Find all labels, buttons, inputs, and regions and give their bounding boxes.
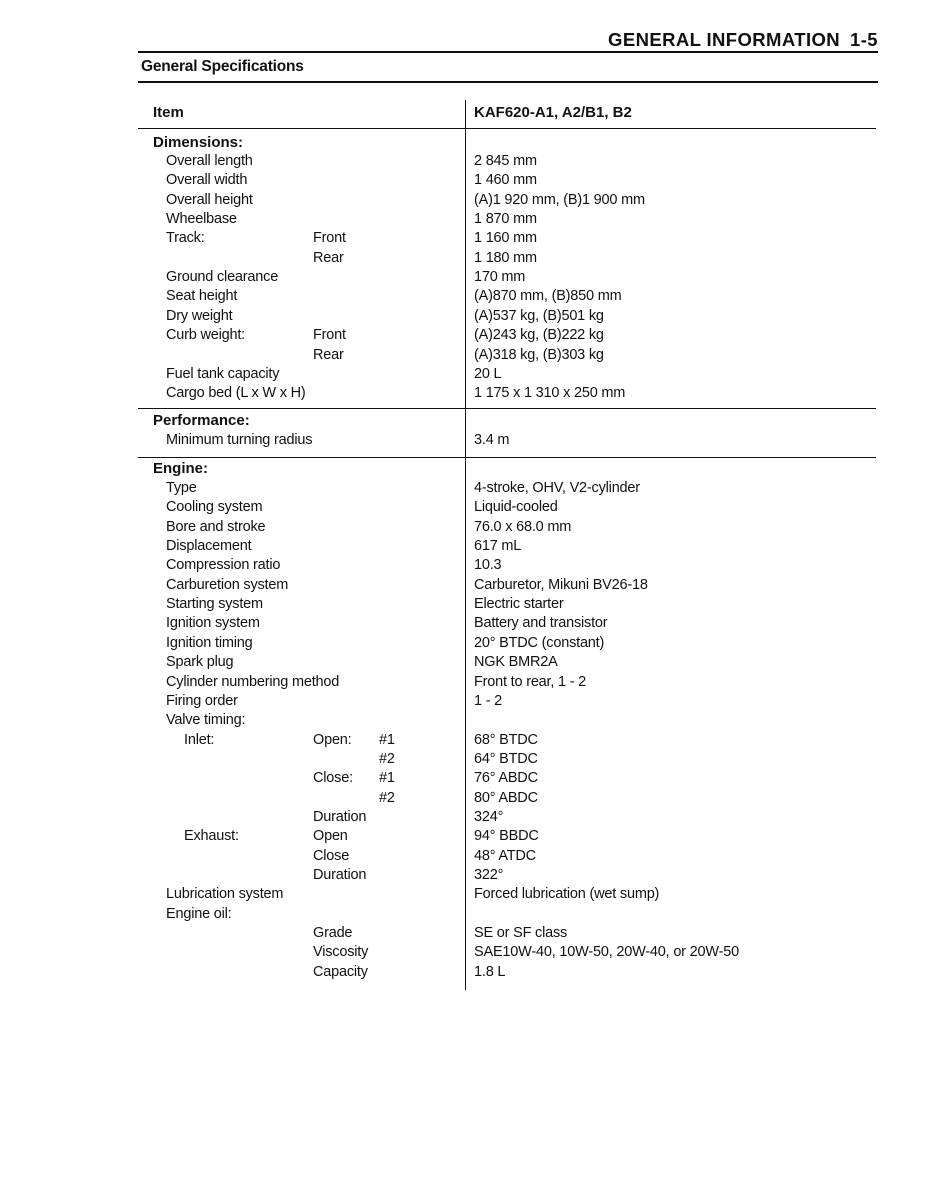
spec-value: 1 175 x 1 310 x 250 mm <box>474 385 626 402</box>
spec-row <box>0 867 940 887</box>
spec-row <box>0 308 940 328</box>
spec-subitem: Viscosity <box>313 944 369 961</box>
spec-value: Electric starter <box>474 596 564 613</box>
spec-row <box>0 432 940 452</box>
column-header-model: KAF620-A1, A2/B1, B2 <box>474 104 632 121</box>
spec-value: 1 460 mm <box>474 172 537 189</box>
page-title: General Specifications <box>141 58 304 75</box>
spec-row <box>0 615 940 635</box>
spec-item: Overall height <box>166 191 253 208</box>
group-title-engine: Engine: <box>153 460 208 477</box>
spec-value: 4-stroke, OHV, V2-cylinder <box>474 480 640 496</box>
page-header <box>608 29 878 51</box>
spec-cylinder: #2 <box>379 750 395 767</box>
spec-row <box>0 366 940 386</box>
spec-row <box>0 712 940 732</box>
group-rule <box>138 457 876 458</box>
spec-row <box>0 944 940 964</box>
spec-row <box>0 230 940 250</box>
spec-value: (A)318 kg, (B)303 kg <box>474 346 604 363</box>
spec-row <box>0 385 940 405</box>
spec-item: Ground clearance <box>166 269 279 286</box>
spec-subitem: Rear <box>313 346 344 363</box>
spec-value: 324° <box>474 808 504 825</box>
spec-value: 20° BTDC (constant) <box>474 634 605 651</box>
spec-item: Bore and stroke <box>166 518 266 535</box>
spec-row <box>0 635 940 655</box>
spec-value: SE or SF class <box>474 925 568 942</box>
spec-row <box>0 327 940 347</box>
spec-item: Lubrication system <box>166 886 284 903</box>
spec-subitem: Front <box>313 327 346 344</box>
spec-value: Liquid-cooled <box>474 499 558 516</box>
spec-subitem: Rear <box>313 249 344 266</box>
spec-row <box>0 790 940 810</box>
spec-row <box>0 906 940 926</box>
spec-subitem: Open: <box>313 731 352 748</box>
spec-row <box>0 886 940 906</box>
spec-row <box>0 577 940 597</box>
spec-item: Cargo bed (L x W x H) <box>166 385 306 402</box>
spec-item: Cooling system <box>166 499 263 516</box>
group-title-performance: Performance: <box>153 412 250 429</box>
spec-row <box>0 693 940 713</box>
spec-item: Fuel tank capacity <box>166 365 280 382</box>
spec-value: 170 mm <box>474 269 526 286</box>
spec-row <box>0 153 940 173</box>
spec-value: Front to rear, 1 - 2 <box>474 673 587 690</box>
spec-value: 1.8 L <box>474 963 506 980</box>
spec-item: Wheelbase <box>166 211 237 228</box>
spec-subitem: Open <box>313 828 348 845</box>
spec-item: Type <box>166 480 197 496</box>
title-rule <box>138 81 878 83</box>
spec-value: 64° BTDC <box>474 750 538 767</box>
spec-value: 94° BBDC <box>474 828 539 845</box>
spec-value: 1 870 mm <box>474 211 537 228</box>
spec-value: 3.4 m <box>474 432 510 448</box>
spec-value: 48° ATDC <box>474 847 536 864</box>
spec-value: 20 L <box>474 365 502 382</box>
spec-value: 1 180 mm <box>474 249 537 266</box>
spec-subitem: Duration <box>313 808 367 825</box>
spec-item: Compression ratio <box>166 557 281 574</box>
spec-value: Carburetor, Mikuni BV26-18 <box>474 576 648 593</box>
spec-value: 617 mL <box>474 538 522 555</box>
spec-item: Inlet: <box>184 731 215 748</box>
spec-cylinder: #1 <box>379 770 395 787</box>
spec-row <box>0 751 940 771</box>
spec-value: 76.0 x 68.0 mm <box>474 518 572 535</box>
spec-row <box>0 269 940 289</box>
spec-cylinder: #2 <box>379 789 395 806</box>
spec-value: 80° ABDC <box>474 789 538 806</box>
spec-subitem: Capacity <box>313 963 368 980</box>
spec-value: 1 - 2 <box>474 692 503 709</box>
spec-item: Overall length <box>166 153 253 169</box>
header-rule <box>138 51 878 53</box>
spec-item: Carburetion system <box>166 576 289 593</box>
spec-item: Displacement <box>166 538 252 555</box>
spec-value: 68° BTDC <box>474 731 538 748</box>
spec-row <box>0 674 940 694</box>
group-rule <box>138 408 876 409</box>
spec-row <box>0 732 940 752</box>
table-header-rule <box>138 128 876 129</box>
spec-value: (A)1 920 mm, (B)1 900 mm <box>474 191 645 208</box>
spec-row <box>0 250 940 270</box>
spec-row <box>0 519 940 539</box>
spec-value: 1 160 mm <box>474 230 537 247</box>
spec-item: Curb weight: <box>166 327 245 344</box>
spec-value: SAE10W-40, 10W-50, 20W-40, or 20W-50 <box>474 944 739 961</box>
spec-value: (A)537 kg, (B)501 kg <box>474 307 604 324</box>
spec-item: Ignition timing <box>166 634 253 651</box>
spec-row <box>0 288 940 308</box>
spec-subitem: Close <box>313 847 350 864</box>
spec-row <box>0 211 940 231</box>
page-number: 1-5 <box>850 29 878 50</box>
section-heading: GENERAL INFORMATION <box>608 29 841 50</box>
spec-item: Valve timing: <box>166 712 246 729</box>
spec-item: Overall width <box>166 172 248 189</box>
spec-row <box>0 480 940 500</box>
spec-row <box>0 596 940 616</box>
spec-item: Seat height <box>166 288 238 305</box>
spec-row <box>0 499 940 519</box>
spec-value: Battery and transistor <box>474 615 608 632</box>
spec-value: (A)243 kg, (B)222 kg <box>474 327 604 344</box>
spec-value: (A)870 mm, (B)850 mm <box>474 288 622 305</box>
spec-row <box>0 925 940 945</box>
spec-item: Cylinder numbering method <box>166 673 340 690</box>
spec-item: Firing order <box>166 692 238 709</box>
spec-item: Track: <box>166 230 205 247</box>
spec-row <box>0 538 940 558</box>
spec-row <box>0 557 940 577</box>
spec-row <box>0 654 940 674</box>
spec-item: Spark plug <box>166 654 234 671</box>
spec-subitem: Duration <box>313 867 367 883</box>
spec-value: NGK BMR2A <box>474 654 558 671</box>
spec-value: 10.3 <box>474 557 502 574</box>
spec-row <box>0 770 940 790</box>
spec-value: 322° <box>474 867 504 883</box>
spec-item: Engine oil: <box>166 905 232 922</box>
spec-row <box>0 828 940 848</box>
spec-item: Starting system <box>166 596 263 613</box>
spec-item: Dry weight <box>166 307 233 324</box>
spec-row <box>0 809 940 829</box>
spec-row <box>0 172 940 192</box>
spec-value: Forced lubrication (wet sump) <box>474 886 660 903</box>
spec-row <box>0 848 940 868</box>
spec-value: 76° ABDC <box>474 770 538 787</box>
spec-row <box>0 347 940 367</box>
spec-value: 2 845 mm <box>474 153 537 169</box>
spec-row <box>0 192 940 212</box>
group-title-dimensions: Dimensions: <box>153 134 244 151</box>
column-header-item: Item <box>153 104 184 121</box>
spec-row <box>0 964 940 984</box>
spec-subitem: Grade <box>313 925 353 942</box>
spec-subitem: Close: <box>313 770 353 787</box>
spec-item: Minimum turning radius <box>166 432 313 448</box>
spec-cylinder: #1 <box>379 731 395 748</box>
spec-item: Ignition system <box>166 615 260 632</box>
spec-item: Exhaust: <box>184 828 239 845</box>
spec-subitem: Front <box>313 230 346 247</box>
